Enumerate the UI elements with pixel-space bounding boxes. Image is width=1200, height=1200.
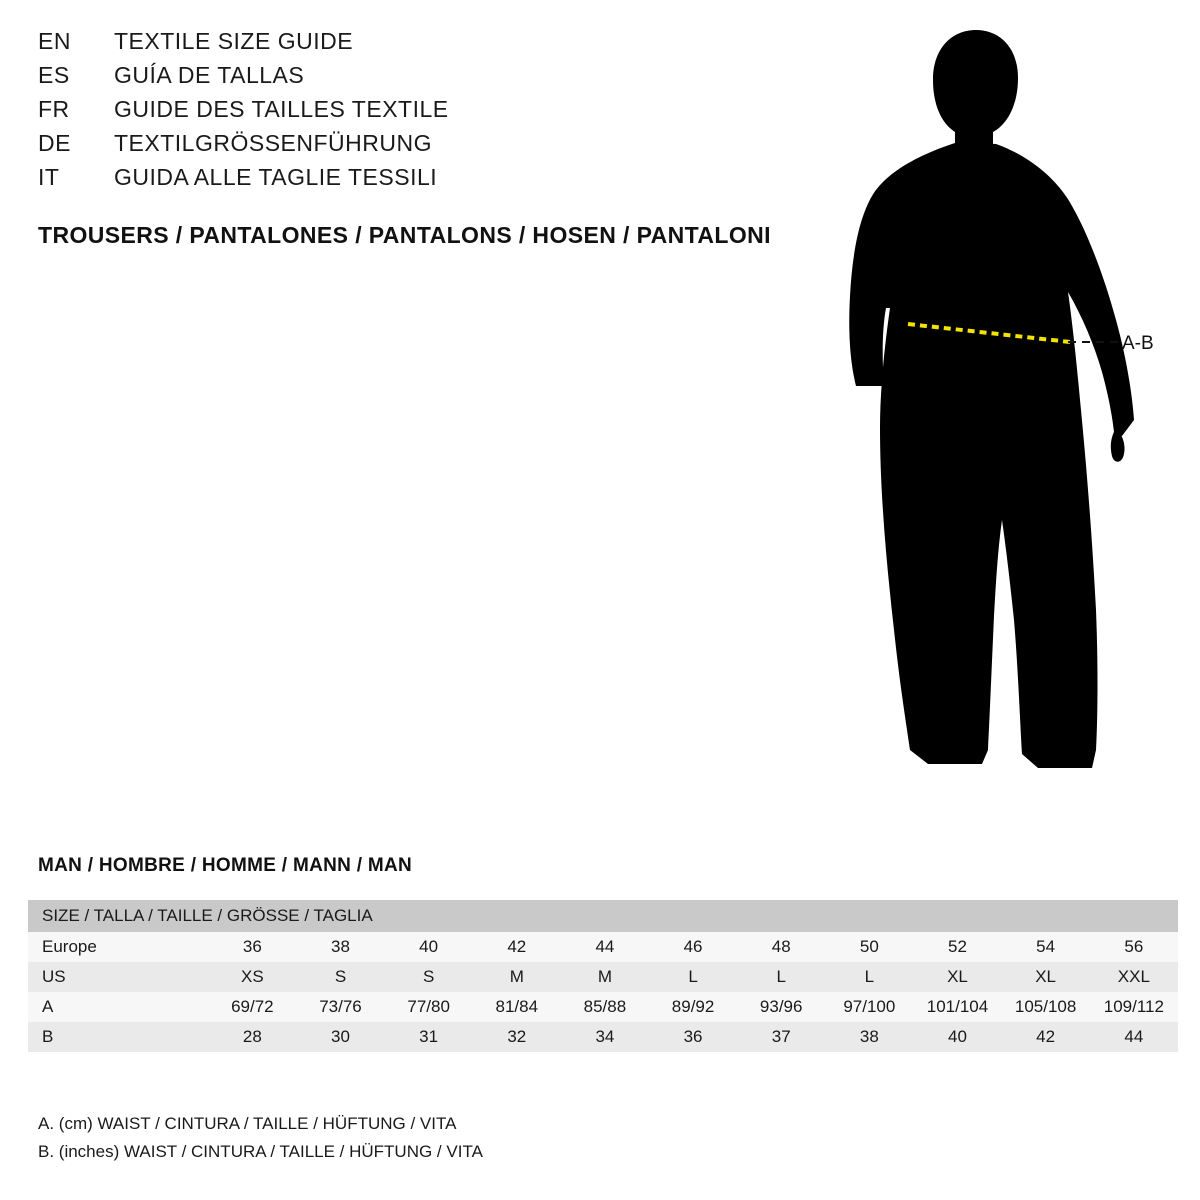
table-cell: XXL	[1090, 962, 1178, 992]
table-cell: 77/80	[385, 992, 473, 1022]
table-cell: 105/108	[1002, 992, 1090, 1022]
table-cell: 85/88	[561, 992, 649, 1022]
language-title: TEXTILE SIZE GUIDE	[114, 28, 354, 54]
table-cell: 54	[1002, 932, 1090, 962]
table-cell: 69/72	[208, 992, 296, 1022]
measure-label-ab: A-B	[1122, 333, 1154, 354]
table-cell: 31	[385, 1022, 473, 1052]
table-cell: 38	[825, 1022, 913, 1052]
table-cell: 28	[208, 1022, 296, 1052]
table-cell: 42	[473, 932, 561, 962]
table-cell: 81/84	[473, 992, 561, 1022]
table-cell: M	[561, 962, 649, 992]
table-cell: 50	[825, 932, 913, 962]
language-code: EN	[38, 28, 71, 54]
table-cell: 93/96	[737, 992, 825, 1022]
table-row	[28, 962, 1178, 992]
language-header	[38, 28, 798, 198]
language-row	[38, 96, 798, 130]
footnote-b: B. (inches) WAIST / CINTURA / TAILLE / HÜFTUNG / VITA	[38, 1142, 483, 1161]
language-code: IT	[38, 164, 60, 190]
table-cell: 40	[913, 1022, 1001, 1052]
language-code: DE	[38, 130, 71, 156]
table-cell: L	[737, 962, 825, 992]
row-label: B	[28, 1022, 208, 1052]
table-cell: 36	[649, 1022, 737, 1052]
table-cell: 46	[649, 932, 737, 962]
table-cell: 48	[737, 932, 825, 962]
table-cell: 52	[913, 932, 1001, 962]
table-cell: 101/104	[913, 992, 1001, 1022]
language-title: TEXTILGRÖSSENFÜHRUNG	[114, 130, 432, 156]
table-cell: 40	[385, 932, 473, 962]
table-cell: 42	[1002, 1022, 1090, 1052]
size-table-wrapper	[28, 900, 1178, 1052]
language-row	[38, 164, 798, 198]
footnotes	[38, 1110, 483, 1166]
table-cell: S	[385, 962, 473, 992]
table-cell: 97/100	[825, 992, 913, 1022]
table-cell: L	[825, 962, 913, 992]
table-cell: L	[649, 962, 737, 992]
table-cell: M	[473, 962, 561, 992]
table-row	[28, 992, 1178, 1022]
table-cell: S	[296, 962, 384, 992]
table-header-label: SIZE / TALLA / TAILLE / GRÖSSE / TAGLIA	[28, 900, 1178, 932]
table-cell: 73/76	[296, 992, 384, 1022]
table-cell: 37	[737, 1022, 825, 1052]
table-cell: XL	[913, 962, 1001, 992]
table-cell: XS	[208, 962, 296, 992]
table-cell: XL	[1002, 962, 1090, 992]
table-row	[28, 932, 1178, 962]
table-cell: 30	[296, 1022, 384, 1052]
footnote-a: A. (cm) WAIST / CINTURA / TAILLE / HÜFTUNG / VITA	[38, 1114, 457, 1133]
language-title: GUÍA DE TALLAS	[114, 62, 305, 88]
language-row	[38, 130, 798, 164]
language-title: GUIDA ALLE TAGLIE TESSILI	[114, 164, 438, 190]
language-code: FR	[38, 96, 70, 122]
table-cell: 34	[561, 1022, 649, 1052]
row-label: Europe	[28, 932, 208, 962]
row-label: US	[28, 962, 208, 992]
language-title: GUIDE DES TAILLES TEXTILE	[114, 96, 449, 122]
language-row	[38, 28, 798, 62]
table-row	[28, 1022, 1178, 1052]
table-cell: 36	[208, 932, 296, 962]
table-cell: 56	[1090, 932, 1178, 962]
size-table	[28, 900, 1178, 1052]
table-cell: 32	[473, 1022, 561, 1052]
language-row	[38, 62, 798, 96]
table-cell: 89/92	[649, 992, 737, 1022]
figure-illustration	[800, 20, 1200, 810]
section-label-man: MAN / HOMBRE / HOMME / MANN / MAN	[38, 855, 413, 876]
language-code: ES	[38, 62, 70, 88]
table-cell: 44	[1090, 1022, 1178, 1052]
garment-title: TROUSERS / PANTALONES / PANTALONS / HOSEN / PANTALONI	[38, 222, 771, 248]
man-silhouette-icon	[800, 20, 1200, 810]
table-header-row	[28, 900, 1178, 932]
table-cell: 38	[296, 932, 384, 962]
row-label: A	[28, 992, 208, 1022]
table-cell: 109/112	[1090, 992, 1178, 1022]
table-cell: 44	[561, 932, 649, 962]
